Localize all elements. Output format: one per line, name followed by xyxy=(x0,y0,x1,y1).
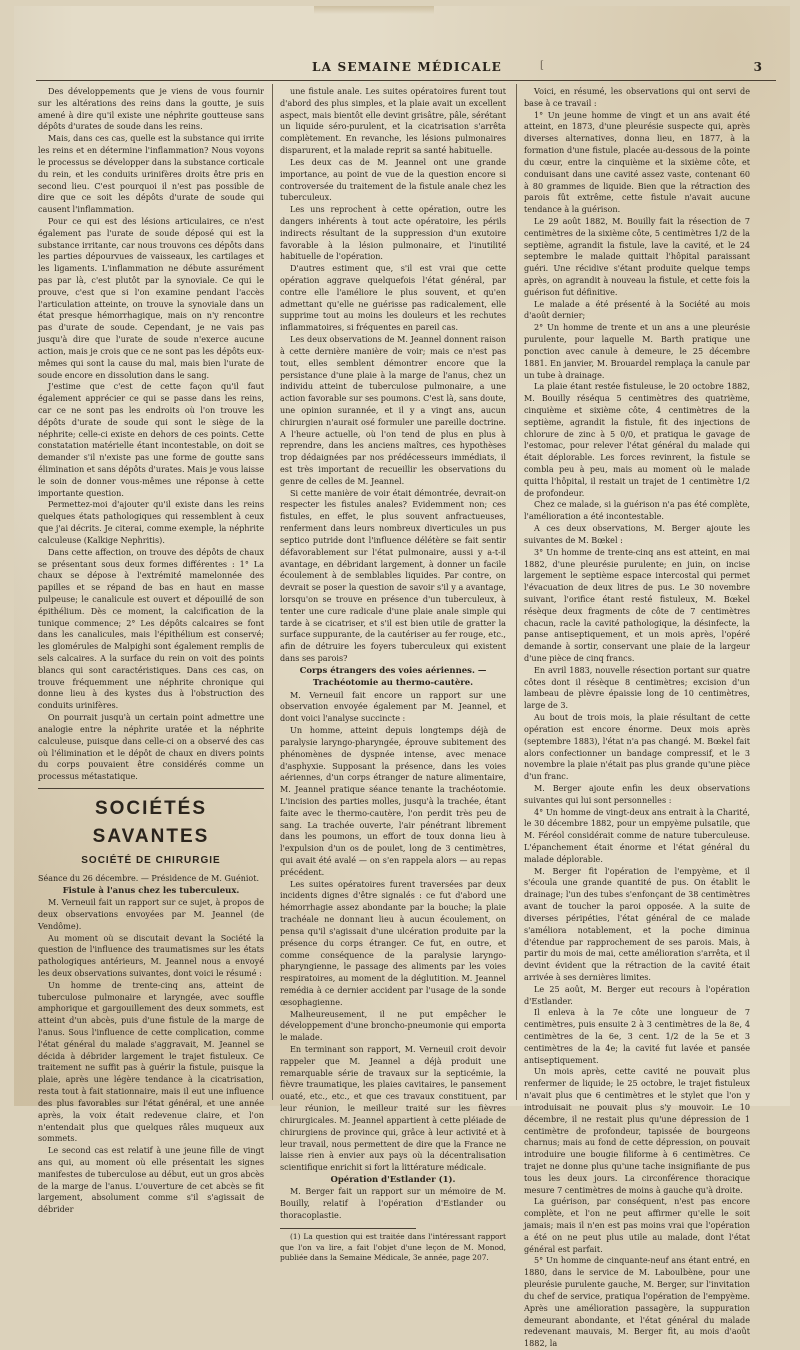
paragraph: La plaie étant restée fistuleuse, le 20 octobre 1882, M. Bouilly réséqua 5 centimètres des quatrième, cinquième et sixième côte, 4 centimètres de la septième, agrandit la fistule, fit des injections de chlorure de zinc à 5 0/0, et pratiqua le gavage de l'estomac, pour relever l'état général du malade qui était déplorable. Les forces revinrent, la fistule se combla peu à peu, mais au moment où le malade quitta l'hôpital, il restait un trajet de 1 centimètre 1/2 de profondeur. xyxy=(524,381,750,498)
journal-title: LA SEMAINE MÉDICALE xyxy=(312,60,502,74)
paragraph: On pourrait jusqu'à un certain point admettre une analogie entre la néphrite uratée et la néphrite calculeuse, puisque dans celle-ci on a observé des cas où l'élimination et le dépôt de chaux en divers points du corps pouvaient être considérés comme un processus métastatique. xyxy=(38,712,264,782)
page-header xyxy=(42,60,772,78)
article-subhead: Opération d'Estlander (1). xyxy=(330,1174,456,1185)
paragraph: J'estime que c'est de cette façon qu'il faut également apprécier ce qui se passe dans les reins, car ce ne sont pas les endroits où l'on trouve les dépôts d'urate de soude qui sont le siège de la néphrite; celle-ci existe en dehors de ces points. Cette constatation matérielle étant incontestable, on doit se demander s'il n'existe pas une forme de goutte sans élimination et sans dépôts d'urates. Mais je vous laisse le soin de donner vous-mêmes une réponse à cette importante question. xyxy=(38,381,264,498)
paragraph: M. Berger fait un rapport sur un mémoire de M. Bouilly, relatif à l'opération d'Estlander ou thoracoplastie. xyxy=(280,1186,506,1220)
paragraph: Les deux observations de M. Jeannel donnent raison à cette dernière manière de voir; mais ce n'est pas tout, elles semblent démontrer encore que la persistance d'une plaie à la marge de l'anus, chez un individu atteint de tuberculose pulmonaire, a une action favorable sur ses poumons. C'est là, sans doute, une opinion surannée, et il y a vingt ans, aucun chirurgien n'aurait osé formuler une pareille doctrine. A l'heure actuelle, où l'on tend de plus en plus à reprendre, dans les anciens maîtres, ces hypothèses trop dédaignées par nos prédécesseurs immédiats, il est très important de recueillir les observations du genre de celles de M. Jeannel. xyxy=(280,334,506,486)
paragraph: Permettez-moi d'ajouter qu'il existe dans les reins quelques états pathologiques qui ressemblent à ceux que j'ai décrits. Je citerai, comme exemple, la néphrite calculeuse (Kalkige Nephritis). xyxy=(38,499,264,545)
paragraph: Au moment où se discutait devant la Société la question de l'influence des traumatismes sur les états pathologiques antérieurs, M. Jeannel nous a envoyé les deux observations suivantes, dont voici le résumé : xyxy=(38,932,264,978)
paragraph: Le second cas est relatif à une jeune fille de vingt ans qui, au moment où elle présentait les signes manifestes de tuberculose au début, eut un gros abcès de la marge de l'anus. L'ouverture de cet abcès se fit largement, absolument comme s'il s'agissait de débrider xyxy=(38,1145,264,1215)
paragraph: 1° Un jeune homme de vingt et un ans avait été atteint, en 1873, d'une pleurésie suspecte qui, après diverses alternatives, donna lieu, en 1877, à la formation d'une fistule, placée au-dessous de la pointe du cœur, entre la cinquième et la sixième côte, et conduisant dans une cavité assez vaste, contenant 60 à 80 grammes de liquide. Bien que la rétraction des parois fût extrême, cette fistule n'avait aucune tendance à la guérison. xyxy=(524,109,750,215)
paragraph: Un homme de trente-cinq ans, atteint de tuberculose pulmonaire et laryngée, avec souffle amphorique et gargouillement des deux sommets, est atteint d'un abcès, puis d'une fistule de la marge de l'anus. Sous l'influence de cette complication, comme l'état général du malade s'aggravait, M. Jeannel se décida à débrider largement le trajet fistuleux. Ce traitement ne suffit pas à guérir la fistule, puisque la plaie, après une légère tendance à la cicatrisation, resta tout à fait stationnaire, mais il eut une influence des plus favorables sur l'état général, et une année après, la voix était redevenue claire, et l'on n'entendait plus que quelques râles muqueux aux sommets. xyxy=(38,979,264,1144)
paragraph: une fistule anale. Les suites opératoires furent tout d'abord des plus simples, et la plaie avait un excellent aspect, mais bientôt elle devint grisâtre, pâle, sérétant un liquide séro-purulent, et la cicatrisation s'arrêta complètement. En revanche, les lésions pulmonaires disparurent, et la malade reprit sa santé habituelle. xyxy=(280,86,506,156)
paragraph: M. Berger fit l'opération de l'empyème, et il s'écoula une grande quantité de pus. On établit le drainage; l'un des tubes s'enfonçant de 38 centimètres avant de toucher la paroi opposée. A la suite de diverses péripéties, l'état général de ce malade s'améliora notablement, et la poche diminua d'étendue par rapprochement de ses parois. Mais, à partir du mois de mai, cette amélioration s'arrêta, et il devint évident que la rétraction de la cavité était arrivée à ses dernières limites. xyxy=(524,865,750,982)
society-title: SOCIÉTÉ DE CHIRURGIE xyxy=(81,855,221,867)
column-1 xyxy=(38,86,264,1216)
paragraph: M. Verneuil fait encore un rapport sur une observation envoyée également par M. Jeannel, et dont voici l'analyse succincte : xyxy=(280,689,506,724)
column-rule-2 xyxy=(516,84,517,1100)
session-line: Séance du 26 décembre. — Présidence de M. Guéniot. xyxy=(38,874,260,883)
paragraph: Le malade a été présenté à la Société au mois d'août dernier; xyxy=(524,298,750,321)
header-rule xyxy=(36,80,776,81)
paragraph: Les suites opératoires furent traversées par deux incidents dignes d'être signalés : ce fut d'abord une hémorrhagie assez abondante par la bouche; la plaie trachéale ne donnant lieu à aucun écoulement, on pensa qu'il s'agissait d'une ulcération produite par la présence du corps étranger. Ce fut, en outre, et comme conséquence de la paralysie laryngo-pharyngienne, le passage des aliments par les voies respiratoires, au moment de la déglutition. M. Jeannel remédia à ce dernier accident par l'usage de la sonde œsophagienne. xyxy=(280,878,506,1007)
paragraph: A ces deux observations, M. Berger ajoute les suivantes de M. Bœkel : xyxy=(524,523,750,545)
paragraph: En avril 1883, nouvelle résection portant sur quatre côtes dont il résèque 8 centimètres; excision d'un lambeau de plèvre épaissie long de 10 centimètres, large de 3. xyxy=(524,664,750,711)
paragraph: Le 29 août 1882, M. Bouilly fait la résection de 7 centimètres de la sixième côte, 5 centimètres 1/2 de la septième, agrandit la fistule, lave la cavité, et le 24 septembre le malade quittait l'hôpital paraissant guéri. Une récidive s'étant produite quelque temps après, on agrandit à nouveau la fistule, et cette fois la guérison fut définitive. xyxy=(524,215,750,297)
footnote: (1) La question qui est traitée dans l'intéressant rapport que l'on va lire, a fait l'objet d'une leçon de M. Monod, publiée dans la Semaine Médicale, 3e année, page 207. xyxy=(280,1231,506,1263)
column-2 xyxy=(280,86,506,1264)
header-mark: [ xyxy=(540,60,544,71)
paragraph: Mais, dans ces cas, quelle est la substance qui irrite les reins et en détermine l'inflammation? Nous voyons le processus se développer dans la substance corticale du rein, et les conduits urinifères droits être pris en second lieu. C'est pourquoi il n'est pas possible de dire que ce soit les dépôts d'urate de soude qui causent l'inflammation. xyxy=(38,133,264,215)
section-title: SOCIÉTÉS SAVANTES xyxy=(92,797,210,847)
paragraph: Chez ce malade, si la guérison n'a pas été complète, l'amélioration a été incontestable. xyxy=(524,499,750,522)
paragraph: 4° Un homme de vingt-deux ans entrait à la Charité, le 30 décembre 1882, pour un empyème pulsatile, que M. Féréol considérait comme de nature tuberculeuse. L'épanchement était énorme et l'état général du malade déplorable. xyxy=(524,806,750,864)
paragraph: Les uns reprochent à cette opération, outre les dangers inhérents à tout acte opératoire, les périls indirects résultant de la suppression d'un exutoire favorable à la lésion pulmonaire, et l'inutilité habituelle de l'opération. xyxy=(280,204,506,262)
paragraph: M. Berger ajoute enfin les deux observations suivantes qui lui sont personnelles : xyxy=(524,782,750,805)
paragraph: Un mois après, cette cavité ne pouvait plus renfermer de liquide; le 25 octobre, le trajet fistuleux n'avait plus que 6 centimètres et le stylet que l'on y introduisait ne pouvait plus s'y mouvoir. Le 10 décembre, il ne restait plus qu'une dépression de 1 centimètre de profondeur, tapissée de bourgeons charnus; mais au fond de cette dépression, on pouvait introduire une bougie filiforme à 6 centimètres. Ce trajet ne donne plus qu'une tache insignifiante de pus tous les deux jours. La circonférence thoracique mesure 7 centimètres de moins à gauche qu'à droite. xyxy=(524,1066,750,1195)
footnote-rule xyxy=(280,1228,416,1229)
paragraph: Au bout de trois mois, la plaie résultant de cette opération est encore énorme. Deux mois après (septembre 1883), l'état n'a pas changé. M. Bœkel fait alors confectionner un bandage compressif, et le 3 novembre la plaie n'était pas plus grande qu'une pièce d'un franc. xyxy=(524,712,750,782)
paragraph: En terminant son rapport, M. Verneuil croit devoir rappeler que M. Jeannel a déjà produit une remarquable série de travaux sur la septicémie, la fièvre traumatique, les plaies cavitaires, le pansement ouaté, etc., etc., et que ces travaux constituent, par leur réunion, le meilleur traité sur les fièvres chirurgicales. M. Jeannel appartient à cette pléiade de chirurgiens de province qui, grâce à leur activité et à leur travail, nous permettent de dire que la France ne laisse rien à envier aux pays où la décentralisation scientifique enrichit si fort la littérature médicale. xyxy=(280,1044,506,1173)
paragraph: Il enleva à la 7e côte une longueur de 7 centimètres, puis ensuite 2 à 3 centimètres de la 8e, 4 centimètres de la 6e, 3 cent. 1/2 de la 5e et 3 centimètres de la 4e; la cavité fut lavée et pansée antiseptiquement. xyxy=(524,1007,750,1065)
paragraph: Malheureusement, il ne put empêcher le développement d'une broncho-pneumonie qui emporta le malade. xyxy=(280,1008,506,1043)
paragraph: M. Verneuil fait un rapport sur ce sujet, à propos de deux observations envoyées par M. Jeannel (de Vendôme). xyxy=(38,897,264,931)
newspaper-page xyxy=(14,6,790,1349)
paragraph: Un homme, atteint depuis longtemps déjà de paralysie laryngo-pharyngée, éprouve subitement des phénomènes de dyspnée intense, avec menace d'asphyxie. Supposant la présence, dans les voies aériennes, d'un corps étranger de nature alimentaire, M. Jeannel pratique séance tenante la trachéotomie. L'incision des parties molles, jusqu'à la trachée, étant faite avec le thermo-cautère, l'on perdit très peu de sang. La trachée ouverte, l'air pénétrant librement dans les poumons, un effort de toux donna lieu à l'expulsion d'un os de poulet, long de 3 centimètres, qui avait été avalé — on s'en rappela alors — au repas précédent. xyxy=(280,725,506,877)
paragraph: D'autres estiment que, s'il est vrai que cette opération aggrave quelquefois l'état général, par contre elle l'améliore le plus souvent, et qu'en admettant qu'elle ne guérisse pas radicalement, elle supprime tout au moins les douleurs et les rechutes inflammatoires, si fréquentes en pareil cas. xyxy=(280,263,506,333)
paragraph: Voici, en résumé, les observations qui ont servi de base à ce travail : xyxy=(524,86,750,108)
paragraph: 2° Un homme de trente et un ans a une pleurésie purulente, pour laquelle M. Barth pratique une ponction avec canule à demeure, le 25 décembre 1881. En janvier, M. Brouardel remplaça la canule par un tube à drainage. xyxy=(524,322,750,380)
column-rule-1 xyxy=(272,84,273,1100)
page-number: 3 xyxy=(753,60,762,74)
paragraph: Dans cette affection, on trouve des dépôts de chaux se présentant sous deux formes différentes : 1° La chaux se dépose à l'extrémité mamelonnée des papilles et se répand de bas en haut en masse pulpeuse; le canalicule est ouvert et dépouillé de son épithélium. Dès ce moment, la calcification de la tunique commence; 2° Les dépôts calcaires se font dans les canalicules, mais l'épithélium est conservé; les glomérules de Malpighi sont également remplis de sels calcaires. A la surface du rein on voit des points blancs qui sont caractéristiques. Dans ces cas, on trouve fréquemment une néphrite chronique qui donne lieu à des kystes dus à l'obstruction des conduits urinifères. xyxy=(38,546,264,711)
paper-tear xyxy=(314,6,434,14)
paragraph: 5° Un homme de cinquante-neuf ans étant entré, en 1880, dans le service de M. Laboulbène, pour une pleurésie purulente gauche, M. Berger, sur l'invitation du chef de service, pratiqua l'opération de l'empyème. Après une amélioration passagère, la suppuration demeurant abondante, et l'état général du malade redevenant mauvais, M. Berger fit, au mois d'août 1882, la xyxy=(524,1255,750,1349)
section-rule xyxy=(38,788,264,789)
paragraph: Le 25 août, M. Berger eut recours à l'opération d'Estlander. xyxy=(524,983,750,1006)
paragraph: 3° Un homme de trente-cinq ans est atteint, en mai 1882, d'une pleurésie purulente; en juin, on incise largement le septième espace intercostal qui permet l'évacuation de deux litres de pus. Le 30 novembre suivant, l'orifice étant resté fistuleux, M. Bœkel résèque deux fragments de côte de 7 centimètres chacun, racle la cavité pathologique, la désinfecte, la panse antiseptiquement, et un mois après, l'opéré demande à sortir, conservant une plaie de la largeur d'une pièce de cinq francs. xyxy=(524,546,750,663)
article-subhead: Fistule à l'anus chez les tuberculeux. xyxy=(62,885,240,896)
paragraph: La guérison, par conséquent, n'est pas encore complète, et l'on ne peut affirmer qu'elle le soit jamais; mais il n'en est pas moins vrai que l'opération a été on ne peut plus utile au malade, dont l'état général est parfait. xyxy=(524,1196,750,1254)
paragraph: Les deux cas de M. Jeannel ont une grande importance, au point de vue de la question encore si controversée du traitement de la fistule anale chez les tuberculeux. xyxy=(280,156,506,203)
paragraph: Pour ce qui est des lésions articulaires, ce n'est également pas l'urate de soude déposé qui est la substance irritante, car nous trouvons ces dépôts dans les parties dépourvues de vaisseaux, les cartilages et les ligaments. L'inflammation ne débute assurément pas par là, c'est plutôt par la synoviale. Ce qui le prouve, c'est que si l'on examine pendant l'accès l'articulation atteinte, on trouve la synoviale dans un état presque hémorrhagique, mais on n'y rencontre pas d'urate de soude. Cependant, je ne vais pas jusqu'à dire que l'urate de soude n'exerce aucune action, mais je crois que ce ne sont pas les dépôts eux-mêmes qui sont la cause du mal, mais bien l'urate de soude encore en dissolution dans le sang. xyxy=(38,215,264,380)
article-subhead: Corps étrangers des voies aériennes. — Trachéotomie au thermo-cautère. xyxy=(299,665,487,689)
paragraph: Si cette manière de voir était démontrée, devrait-on respecter les fistules anales? Evidemment non; ces fistules, en effet, le plus souvent anfractueuses, renferment dans leurs nombreux diverticules un pus septico putride dont l'influence délétère se fait sentir défavorablement sur l'état pulmonaire, aussi y a-t-il avantage, en débridant largement, à donner un facile écoulement à de semblables liquides. Par contre, on devrait se poser la question de savoir s'il y a avantage, lorsqu'on se trouve en présence d'un tuberculeux, à tenter une cure radicale d'une plaie anale simple qui tarde à se cicatriser, et s'il est bien utile de gratter la surface suppurante, de la cautériser au fer rouge, etc., afin de détruire les foyers tuberculeux qui existent dans ses parois? xyxy=(280,487,506,663)
paragraph: Des développements que je viens de vous fournir sur les altérations des reins dans la goutte, je suis amené à dire qu'il existe une néphrite goutteuse sans dépôts d'urates de soude dans les reins. xyxy=(38,86,264,132)
column-3 xyxy=(524,86,750,1350)
